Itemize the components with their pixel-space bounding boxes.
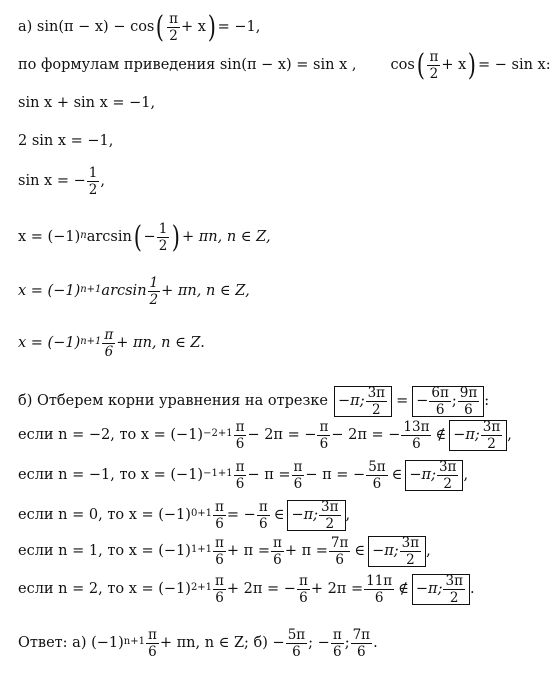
text: + π = [284, 543, 328, 560]
text: а) sin(π − x) − cos [18, 19, 155, 36]
equation-line [18, 166, 105, 197]
paren-right: ) [172, 219, 181, 255]
text: −π; [338, 393, 365, 410]
superscript: 2+1 [190, 581, 213, 593]
fraction: $\frac{\pi}{6}$ [215, 535, 224, 569]
text: x = (−1) [18, 229, 81, 246]
fraction: $\frac{7\pi}{6}$ [352, 627, 371, 661]
text: − π = [247, 467, 291, 484]
fraction: $\frac{\pi}{6}$ [332, 627, 342, 661]
text: + π = [226, 543, 270, 560]
text: ∈ [391, 467, 403, 484]
fraction: $\frac{\pi}{6}$ [147, 627, 157, 661]
interval-bracket: −π; $\frac{3\pi}{2}$ [449, 420, 507, 451]
fraction: $\frac{\pi}{6}$ [319, 419, 329, 453]
interval-line [18, 386, 489, 417]
fraction: $\frac{13\pi}{6}$ [403, 419, 430, 453]
paren-left: ( [156, 9, 165, 45]
superscript: −1+1 [203, 467, 233, 479]
text: arcsin [101, 283, 147, 300]
text: ∉ [398, 581, 409, 598]
superscript: −2+1 [203, 427, 233, 439]
text: , [463, 467, 469, 484]
paren-left: ( [416, 47, 425, 83]
text: + πn, n ∈ Z, [182, 229, 271, 246]
text: + 2π = − [226, 581, 296, 598]
text: + 2π = [310, 581, 364, 598]
fraction: $\frac{5\pi}{6}$ [287, 627, 306, 661]
fraction: $\frac{\pi}{6}$ [235, 459, 245, 493]
text: если n = 2, то x = (−1) [18, 581, 191, 598]
superscript: n [80, 229, 87, 241]
fraction: $\frac{\pi}{2}$ [429, 49, 439, 83]
text: = [396, 393, 409, 410]
case-line [18, 536, 431, 567]
text: = −1, [217, 19, 261, 36]
text: , [100, 173, 105, 190]
superscript: n+1 [80, 283, 102, 295]
fraction: $\frac{1}{2}$ [158, 221, 168, 255]
fraction: $\frac{5\pi}{6}$ [368, 459, 386, 493]
text: ∈ [273, 507, 285, 524]
equation-line [18, 276, 250, 307]
text: ∈ [354, 543, 366, 560]
equation-line [18, 9, 261, 45]
interval-bracket: −π; $\frac{3\pi}{2}$ [412, 574, 470, 605]
text: + x [180, 19, 206, 36]
fraction: $\frac{\pi}{6}$ [235, 419, 245, 453]
fraction: $\frac{9\pi}{6}$ [459, 385, 478, 419]
text: − 2π = − [247, 427, 317, 444]
fraction: $\frac{\pi}{6}$ [272, 535, 282, 569]
superscript: 0+1 [190, 507, 213, 519]
text: arcsin [86, 229, 132, 246]
text: ; − [308, 635, 330, 652]
text: x = (−1) [18, 335, 81, 352]
text: + πn, n ∈ Z, [161, 283, 250, 300]
text: cos [390, 57, 415, 74]
fraction: $\frac{\pi}{6}$ [104, 327, 114, 361]
fraction: $\frac{\pi}{6}$ [215, 573, 224, 607]
text: Ответ: а) (−1) [18, 635, 124, 652]
paren-left: ( [133, 219, 142, 255]
text: : [484, 393, 490, 410]
text: , [345, 507, 351, 524]
text: если n = −2, то x = (−1) [18, 427, 204, 444]
answer-line [18, 628, 378, 659]
fraction: $\frac{1}{2}$ [88, 165, 98, 199]
text: + πn, n ∈ Z; б) − [159, 635, 285, 652]
text: . [373, 635, 378, 652]
interval-bracket [412, 386, 484, 417]
case-line [18, 420, 512, 451]
paren-right: ) [207, 9, 216, 45]
text: ; [451, 393, 457, 410]
text: sin x = − [18, 173, 86, 190]
fraction: $\frac{\pi}{6}$ [215, 499, 224, 533]
equation-line: 2 sin x = −1, [18, 133, 114, 149]
fraction: $\frac{1}{2}$ [149, 275, 159, 309]
text: x = (−1) [18, 283, 81, 300]
fraction: $\frac{3\pi}{2}$ [367, 385, 386, 419]
fraction: $\frac{\pi}{2}$ [169, 11, 178, 45]
fraction: $\frac{\pi}{6}$ [298, 573, 308, 607]
equation-line [18, 328, 205, 359]
text: + πn, n ∈ Z. [116, 335, 205, 352]
equation-line [18, 219, 271, 255]
text: по формулам приведения sin(π − x) = sin x , [18, 57, 357, 74]
superscript: n+1 [123, 635, 145, 647]
interval-bracket: −π; $\frac{3\pi}{2}$ [287, 500, 345, 531]
text: ; [344, 635, 350, 652]
equation-line: sin x + sin x = −1, [18, 95, 156, 111]
text: б) Отберем корни уравнения на отрезке [18, 393, 329, 410]
interval-bracket: −π; $\frac{3\pi}{2}$ [405, 460, 463, 491]
text: = − [226, 507, 256, 524]
text: + x [441, 57, 467, 74]
text: . [469, 581, 475, 598]
case-line [18, 460, 468, 491]
interval-bracket [334, 386, 392, 417]
fraction: $\frac{6\pi}{6}$ [431, 385, 449, 419]
text: = − sin x: [478, 57, 551, 74]
fraction: $\frac{7\pi}{6}$ [330, 535, 349, 569]
superscript: n+1 [80, 335, 102, 347]
interval-bracket: −π; $\frac{3\pi}{2}$ [368, 536, 426, 567]
text: − [416, 393, 429, 410]
text: − [143, 229, 156, 246]
text: , [426, 543, 431, 560]
superscript: 1+1 [190, 543, 213, 555]
paren-right: ) [468, 47, 477, 83]
fraction: $\frac{\pi}{6}$ [258, 499, 268, 533]
text: − 2π = − [331, 427, 401, 444]
text: ∉ [435, 427, 447, 444]
text: если n = 1, то x = (−1) [18, 543, 191, 560]
reduction-formula-line [18, 47, 551, 83]
case-line [18, 500, 350, 531]
fraction: $\frac{\pi}{6}$ [293, 459, 303, 493]
text: , [507, 427, 512, 444]
text: − π = − [305, 467, 366, 484]
text: если n = 0, то x = (−1) [18, 507, 191, 524]
fraction: $\frac{11\pi}{6}$ [366, 573, 393, 607]
case-line [18, 574, 475, 605]
text: если n = −1, то x = (−1) [18, 467, 204, 484]
